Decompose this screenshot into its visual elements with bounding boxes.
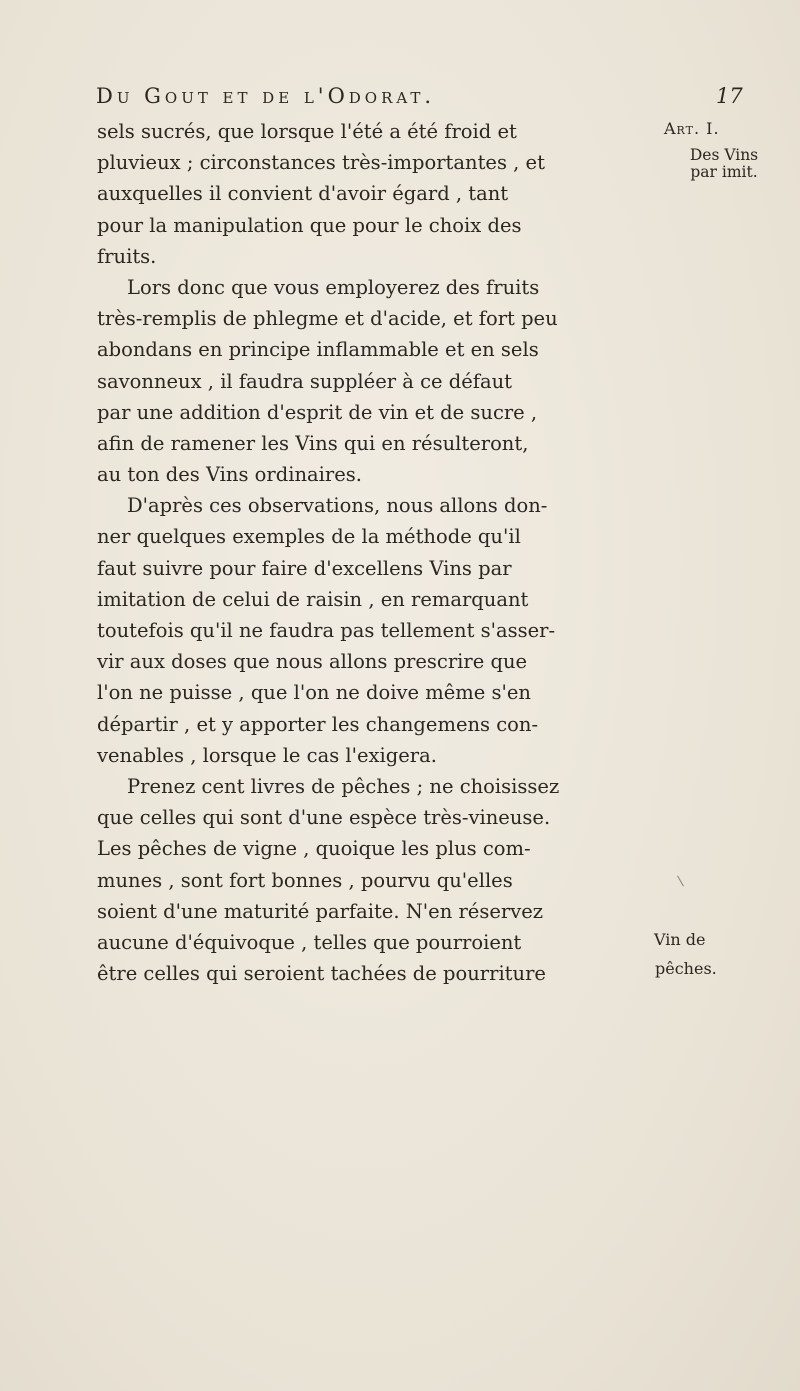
text-line: venables , lorsque le cas l'exigera. (97, 743, 437, 767)
text-line: aucune d'équivoque , telles que pourroient (97, 930, 522, 954)
paragraph-start-line: Prenez cent livres de pêches ; ne choisissez (127, 774, 560, 798)
marginal-section-line2: par imit. (690, 163, 758, 181)
text-line: afin de ramener les Vins qui en résulteront, (97, 431, 529, 455)
paragraph-start-line: D'après ces observations, nous allons don- (127, 494, 548, 518)
text-line: auxquelles il convient d'avoir égard , tant (97, 182, 509, 206)
text-line: que celles qui sont d'une espèce très-vineuse. (97, 806, 551, 830)
marginal-section-title (676, 147, 772, 181)
text-line: être celles qui seroient tachées de pourriture (97, 962, 546, 986)
text-line: très-remplis de phlegme et d'acide, et fort peu (97, 307, 558, 331)
text-line: pour la manipulation que pour le choix des (97, 213, 522, 237)
text-line: imitation de celui de raisin , en remarquant (97, 587, 529, 611)
text-line: l'on ne puisse , que l'on ne doive même s'en (97, 681, 531, 705)
text-line: sels sucrés, que lorsque l'été a été froid et (97, 120, 517, 143)
text-line: départir , et y apporter les changemens con- (97, 712, 539, 736)
text-line: par une addition d'esprit de vin et de sucre , (97, 400, 538, 424)
text-line: vir aux doses que nous allons prescrire que (97, 650, 528, 674)
margin-mark (677, 876, 684, 887)
marginal-section-line1: Des Vins (689, 146, 759, 164)
text-line: pluvieux ; circonstances très-importantes , et (97, 151, 545, 175)
text-line: Les pêches de vigne , quoique les plus com- (97, 837, 531, 861)
text-line: fruits. (97, 244, 157, 268)
marginal-vin-de: Vin de (654, 930, 706, 949)
marginal-article: Art. I. (664, 119, 720, 138)
text-line: au ton des Vins ordinaires. (97, 463, 362, 487)
text-line: soient d'une maturité parfaite. N'en réservez (97, 899, 544, 923)
running-header (96, 84, 743, 108)
paragraph-start-line: Lors donc que vous employerez des fruits (127, 275, 540, 299)
text-line: savonneux , il faudra suppléer à ce défaut (97, 369, 513, 393)
text-line: faut suivre pour faire d'excellens Vins par (97, 556, 512, 580)
text-line: toutefois qu'il ne faudra pas tellement s'asser- (97, 619, 556, 642)
marginal-peches: pêches. (655, 959, 717, 978)
text-line: munes , sont fort bonnes , pourvu qu'elles (97, 868, 513, 892)
page-number: 17 (716, 84, 743, 108)
body-text (97, 116, 642, 989)
text-line: ner quelques exemples de la méthode qu'il (97, 525, 521, 549)
header-title: Du Gout et de l'Odorat. (96, 84, 436, 108)
text-line: abondans en principe inflammable et en sels (97, 338, 539, 362)
